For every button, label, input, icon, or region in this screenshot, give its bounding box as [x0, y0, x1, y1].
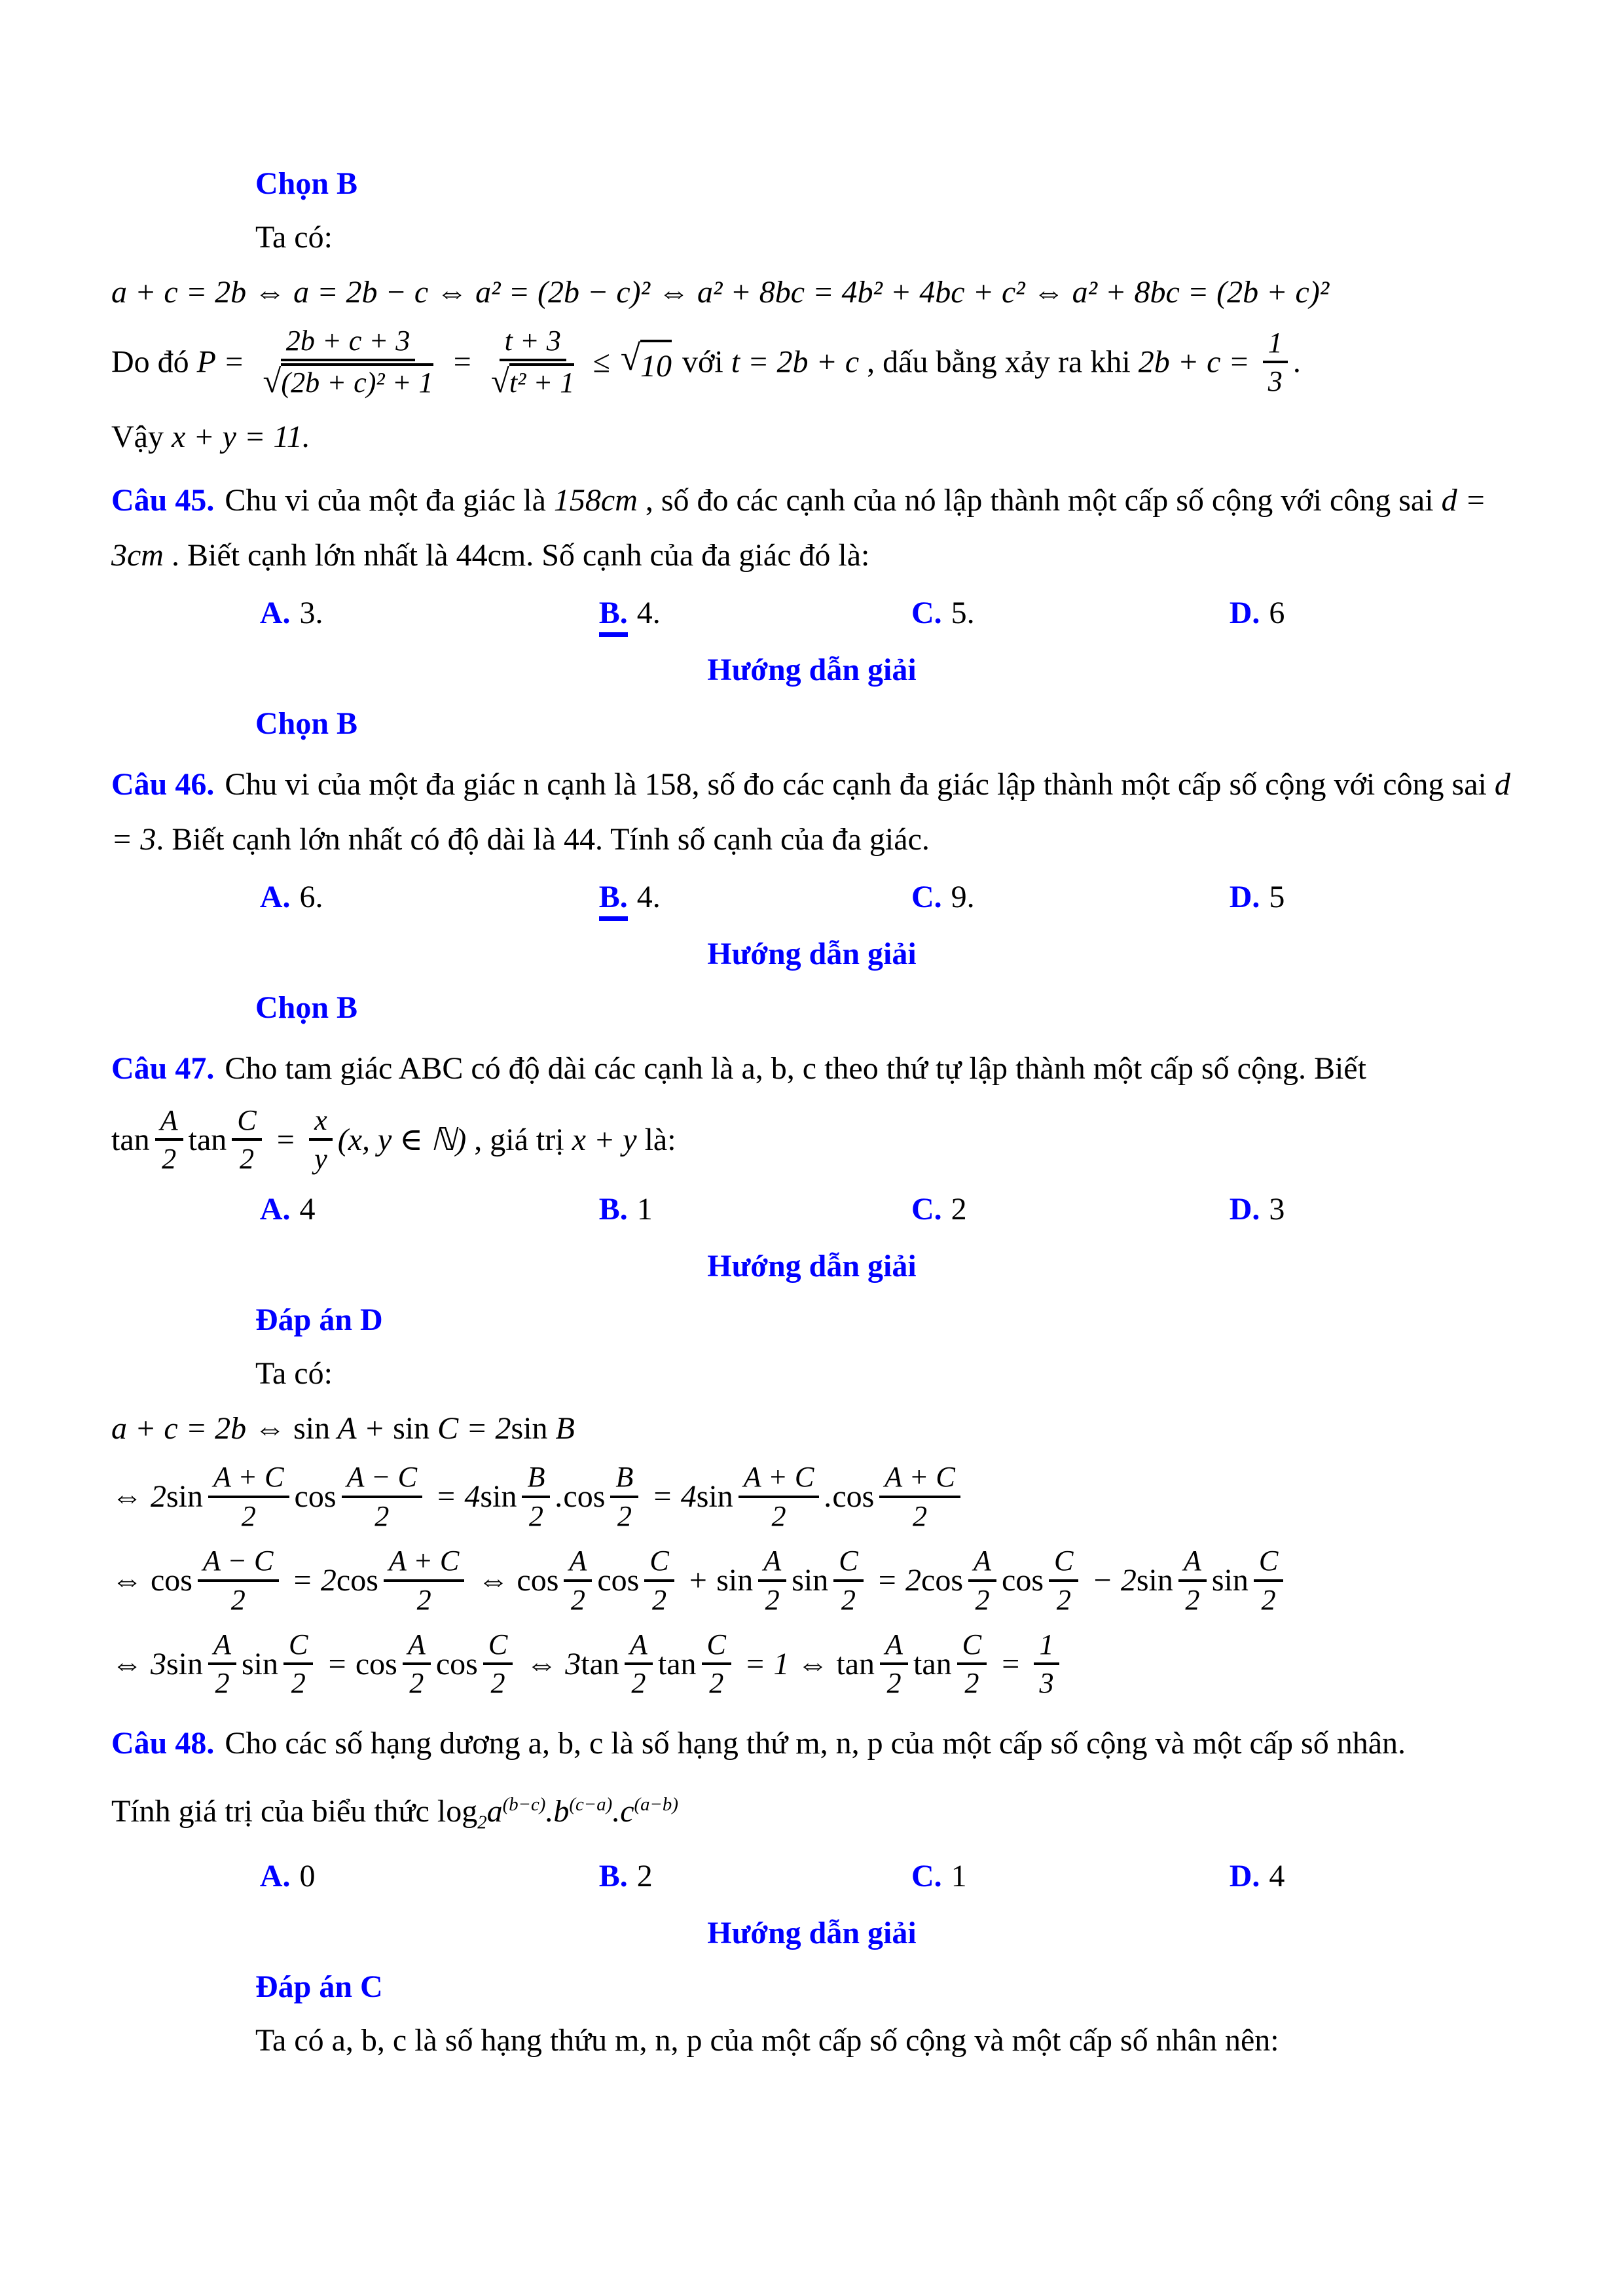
answer-label-47: Đáp án D — [255, 1302, 383, 1338]
option-letter: B. — [599, 880, 628, 921]
option-value: 5. — [951, 595, 975, 630]
option-A — [260, 1191, 316, 1227]
option-value: 0 — [299, 1859, 316, 1894]
option-letter: A. — [259, 595, 291, 630]
option-value: 6. — [299, 879, 323, 914]
answer-options-48 — [111, 1858, 1512, 1897]
intro-bound-line: Do đó P = $\frac{2b + c + 3}{\text{√(2b + c)² + 1}}$ = $\frac{t + 3}{\text{√t² + 1}}$ ≤ √ 10 với t = 2b + c , dấu bằng xảy ra khi 2b + c = $\frac{1}{3}$ . — [111, 325, 1301, 400]
question-47-number: Câu 47. — [111, 1050, 215, 1086]
option-value: 4 — [299, 1192, 316, 1227]
question-48-text — [111, 1716, 1512, 1771]
ta-co-label-intro: Ta có: — [255, 220, 333, 255]
chosen-answer-45: Chọn B — [255, 706, 358, 741]
question-48-formula: Tính giá trị của biểu thức $\log_2a^{(b-c)}.b^{(c-a)}.c^{(a-b)}$ — [111, 1793, 678, 1833]
option-letter: B. — [599, 596, 628, 637]
option-B — [599, 595, 661, 631]
option-value: 1 — [636, 1192, 653, 1227]
option-value: 4 — [1269, 1859, 1285, 1894]
option-value: 2 — [636, 1859, 653, 1894]
option-value: 4. — [636, 595, 661, 630]
question-45-number: Câu 45. — [111, 482, 215, 518]
option-letter: C. — [911, 595, 942, 630]
question-47-text — [111, 1041, 1512, 1096]
solution-47-line-4: ⇔ 3sin $\frac{A}{2}$ sin $\frac{C}{2}$ = cos $\frac{A}{2}$ cos $\frac{C}{2}$ ⇔ 3tan $\frac{A}{2}$ tan $\frac{C}{2}$ = 1 ⇔ tan $\frac{A}{2}$ tan $\frac{C}{2}$ = $\frac{1}{3}$ — [111, 1632, 1512, 1702]
option-letter: B. — [598, 1192, 628, 1227]
question-46-body: Chu vi của một đa giác n cạnh là 158, số đo các cạnh đa giác lập thành một cấp số cộng với công sai d = 3. Biết cạnh lớn nhất có độ dài là 44. Tính số cạnh của đa giác. — [111, 766, 1510, 857]
option-value: 5 — [1269, 879, 1285, 914]
option-D — [1230, 879, 1285, 915]
option-C — [911, 1191, 967, 1227]
question-46-text — [111, 757, 1512, 867]
question-47-formula: tan $\frac{A}{2}$ tan $\frac{C}{2}$ = $\frac{x}{y}$ (x, y ∈ ℕ) , giá trị x + y là: — [111, 1103, 676, 1175]
option-letter: A. — [259, 879, 291, 914]
solution-guide-heading-47: Hướng dẫn giải — [707, 1249, 917, 1284]
option-letter: C. — [911, 1859, 942, 1894]
solution-guide-heading-45: Hướng dẫn giải — [707, 652, 917, 687]
option-A — [260, 595, 323, 631]
solution-48-final-line: Ta có a, b, c là số hạng thứu m, n, p của một cấp số cộng và một cấp số nhân nên: — [255, 2023, 1279, 2058]
intro-conclusion-line: Vậy x + y = 11. — [111, 419, 310, 454]
chosen-answer-46: Chọn B — [255, 990, 358, 1025]
answer-options-46 — [111, 879, 1512, 918]
option-letter: C. — [911, 879, 942, 914]
option-B — [599, 1858, 653, 1894]
solution-47-line-2: ⇔ 2sin $\frac{A + C}{2}$ cos $\frac{A - C}{2}$ = 4sin $\frac{B}{2}$ .cos $\frac{B}{2}$ = 4sin $\frac{A + C}{2}$ .cos $\frac{A + C}{2}$ — [111, 1465, 1512, 1534]
question-45-body: Chu vi của một đa giác là 158cm , số đo các cạnh của nó lập thành một cấp số cộng với công sai d = 3cm . Biết cạnh lớn nhất là 44cm. Số cạnh của đa giác đó là: — [111, 482, 1486, 573]
question-48-number: Câu 48. — [111, 1725, 215, 1761]
option-A — [260, 1858, 316, 1894]
option-letter: D. — [1229, 595, 1260, 630]
option-value: 4. — [636, 879, 661, 914]
chosen-answer-intro: Chọn B — [255, 166, 358, 201]
question-46-number: Câu 46. — [111, 766, 215, 802]
option-A — [260, 879, 323, 915]
ta-co-label-47: Ta có: — [255, 1356, 333, 1391]
question-47-body: Cho tam giác ABC có độ dài các cạnh là a, b, c theo thứ tự lập thành một cấp số cộng. Biết — [225, 1050, 1366, 1086]
option-letter: A. — [259, 1192, 291, 1227]
option-letter: D. — [1229, 879, 1260, 914]
option-letter: D. — [1229, 1859, 1260, 1894]
option-value: 1 — [951, 1859, 967, 1894]
option-D — [1230, 595, 1285, 631]
option-letter: B. — [598, 1859, 628, 1894]
question-45-text — [111, 473, 1512, 583]
answer-options-47 — [111, 1191, 1512, 1230]
solution-guide-heading-46: Hướng dẫn giải — [707, 936, 917, 971]
question-48-body: Cho các số hạng dương a, b, c là số hạng thứ m, n, p của một cấp số cộng và một cấp số nhân. — [225, 1725, 1406, 1761]
option-letter: D. — [1229, 1192, 1260, 1227]
option-letter: C. — [911, 1192, 942, 1227]
solution-47-line-3: ⇔ cos $\frac{A - C}{2}$ = 2cos $\frac{A + C}{2}$ ⇔ cos $\frac{A}{2}$ cos $\frac{C}{2}$ + sin $\frac{A}{2}$ sin $\frac{C}{2}$ = 2cos $\frac{A}{2}$ cos $\frac{C}{2}$ − 2sin $\frac{A}{2}$ sin $\frac{C}{2}$ — [111, 1549, 1512, 1618]
option-value: 2 — [951, 1192, 967, 1227]
solution-47-line-1: a + c = 2b ⇔ sin A + sin C = 2sin B — [111, 1411, 575, 1446]
document-content — [111, 164, 1512, 2074]
option-B — [599, 879, 661, 915]
option-letter: A. — [259, 1859, 291, 1894]
option-value: 9. — [951, 879, 975, 914]
option-C — [911, 1858, 967, 1894]
intro-derivation-line: a + c = 2b ⇔ a = 2b − c ⇔ a² = (2b − c)² ⇔ a² + 8bc = 4b² + 4bc + c² ⇔ a² + 8bc = (2b + c)² — [111, 275, 1330, 310]
option-B — [599, 1191, 653, 1227]
option-D — [1230, 1191, 1285, 1227]
answer-label-48: Đáp án C — [255, 1969, 383, 2005]
option-value: 3. — [299, 595, 323, 630]
solution-guide-heading-48: Hướng dẫn giải — [707, 1916, 917, 1951]
answer-options-45 — [111, 595, 1512, 634]
option-C — [911, 879, 975, 915]
option-C — [911, 595, 975, 631]
option-value: 6 — [1269, 595, 1285, 630]
option-D — [1230, 1858, 1285, 1894]
option-value: 3 — [1269, 1192, 1285, 1227]
